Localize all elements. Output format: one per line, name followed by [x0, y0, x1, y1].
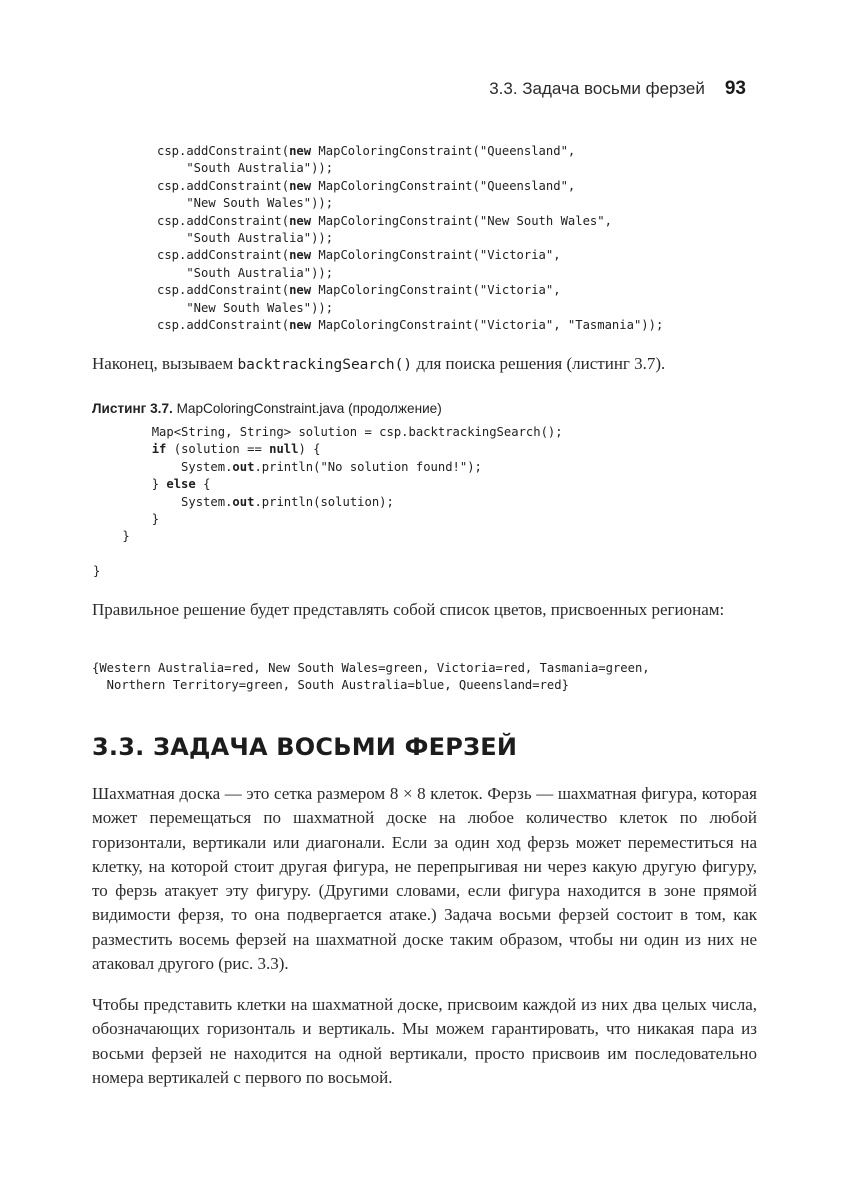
code-keyword: new — [289, 318, 312, 333]
code-line — [157, 266, 333, 280]
code-keyword: else — [166, 477, 196, 492]
code-text: .println("No solution found!"); — [254, 459, 482, 474]
code-keyword: null — [269, 442, 299, 457]
code-line — [157, 318, 663, 332]
result-paragraph: Правильное решение будет представлять собой список цветов, присвоенных регионам: — [92, 600, 725, 619]
code-text: MapColoringConstraint("New South Wales", — [311, 213, 612, 228]
code-text: "South Australia")); — [157, 265, 334, 280]
code-line — [93, 425, 563, 439]
code-text: ) { — [298, 442, 321, 457]
code-text: {Western Australia=red, New South Wales=green, Victoria=red, Tasmania=green, — [92, 661, 650, 675]
running-head-section: 3.3. Задача восьми ферзей — [489, 79, 705, 98]
code-keyword: new — [289, 144, 312, 158]
listing-caption-text: MapColoringConstraint.java (продолжение) — [172, 401, 442, 416]
code-line — [157, 301, 333, 315]
code-text: "New South Wales")); — [157, 300, 334, 315]
code-text: csp.addConstraint( — [157, 144, 290, 158]
code-line — [92, 678, 569, 692]
code-text: MapColoringConstraint("Queensland", — [311, 144, 576, 158]
intro-text-after: для поиска решения (листинг 3.7). — [412, 354, 666, 373]
code-text: MapColoringConstraint("Queensland", — [311, 178, 576, 193]
code-text: "South Australia")); — [157, 161, 334, 176]
code-line — [93, 512, 159, 526]
code-keyword: new — [289, 283, 312, 298]
code-line — [157, 231, 333, 245]
code-line — [93, 442, 321, 456]
code-text: } — [93, 564, 101, 579]
code-text: MapColoringConstraint("Victoria", — [311, 283, 561, 298]
running-head — [489, 78, 746, 104]
code-text: System. — [93, 494, 233, 509]
code-text: } — [93, 477, 167, 492]
code-line — [93, 495, 394, 509]
code-text: System. — [93, 459, 233, 474]
code-text: Northern Territory=green, South Australia=blue, Queensland=red} — [92, 678, 569, 693]
code-keyword: out — [232, 494, 255, 509]
section-heading: 3.3. ЗАДАЧА ВОСЬМИ ФЕРЗЕЙ — [92, 733, 518, 761]
code-line — [157, 283, 561, 297]
code-line — [157, 248, 561, 262]
code-text: MapColoringConstraint("Victoria", — [311, 248, 561, 263]
code-line — [93, 529, 130, 543]
code-keyword: new — [289, 248, 312, 263]
code-text: "New South Wales")); — [157, 196, 334, 211]
page-number: 93 — [724, 78, 746, 99]
code-keyword: new — [289, 178, 312, 193]
code-line — [92, 661, 650, 675]
code-keyword: new — [289, 213, 312, 228]
code-line — [157, 144, 575, 158]
code-line — [157, 179, 575, 193]
code-line — [157, 196, 333, 210]
code-block-output — [92, 660, 650, 695]
code-text — [93, 442, 152, 456]
inline-code-backtracking-search: backtrackingSearch() — [237, 357, 413, 373]
code-text: Map<String, String> solution = csp.backtrackingSearch(); — [93, 425, 563, 439]
code-text: } — [93, 512, 160, 527]
code-text: } — [93, 529, 130, 544]
code-line — [157, 214, 612, 228]
code-text: MapColoringConstraint("Victoria", "Tasmania")); — [311, 318, 664, 333]
intro-text-before: Наконец, вызываем — [92, 354, 238, 373]
code-text: csp.addConstraint( — [157, 213, 290, 228]
code-block-constraints — [157, 143, 663, 334]
code-line — [93, 460, 482, 474]
code-text: { — [195, 477, 211, 492]
code-line — [93, 477, 210, 491]
listing-caption-label: Листинг 3.7. — [92, 401, 173, 416]
code-text: .println(solution); — [254, 494, 394, 509]
code-text: csp.addConstraint( — [157, 318, 290, 333]
listing-caption — [92, 401, 442, 416]
code-text: "South Australia")); — [157, 231, 334, 246]
body-paragraph-2: Чтобы представить клетки на шахматной доске, присвоим каждой из них два целых числа, обозначающих горизонталь и вертикаль. Мы можем гарантировать, что никакая пара из восьми ферзей не находится на одной вертикали, просто присвоив им последовательно номера вертикалей с первого по восьмой. — [92, 995, 757, 1087]
code-text: csp.addConstraint( — [157, 178, 290, 193]
intro-paragraph — [92, 352, 757, 377]
body-paragraph-1: Шахматная доска — это сетка размером 8 × 8 клеток. Ферзь — шахматная фигура, которая может перемещаться по шахматной доске на любое количество клеток по любой горизонтали, вертикали или диагонали. Если за один ход ферзь может переместиться на клетку, на которой стоит другая фигура, не перепрыгивая ни через какую другую фигуру, то ферзь атакует эту фигуру. (Другими словами, если фигура находится в зоне прямой видимости ферзя, то она подвергается атаке.) Задача восьми ферзей состоит в том, как разместить восемь ферзей на шахматной доске таким образом, чтобы ни один из них не атаковал другого (рис. 3.3). — [92, 784, 757, 974]
code-keyword: if — [151, 442, 167, 457]
code-text: (solution == — [166, 442, 270, 457]
code-text: csp.addConstraint( — [157, 283, 290, 298]
code-line — [93, 564, 100, 578]
code-keyword: out — [232, 459, 255, 474]
code-line — [157, 161, 333, 175]
code-block-listing — [93, 424, 563, 581]
code-text: csp.addConstraint( — [157, 248, 290, 263]
